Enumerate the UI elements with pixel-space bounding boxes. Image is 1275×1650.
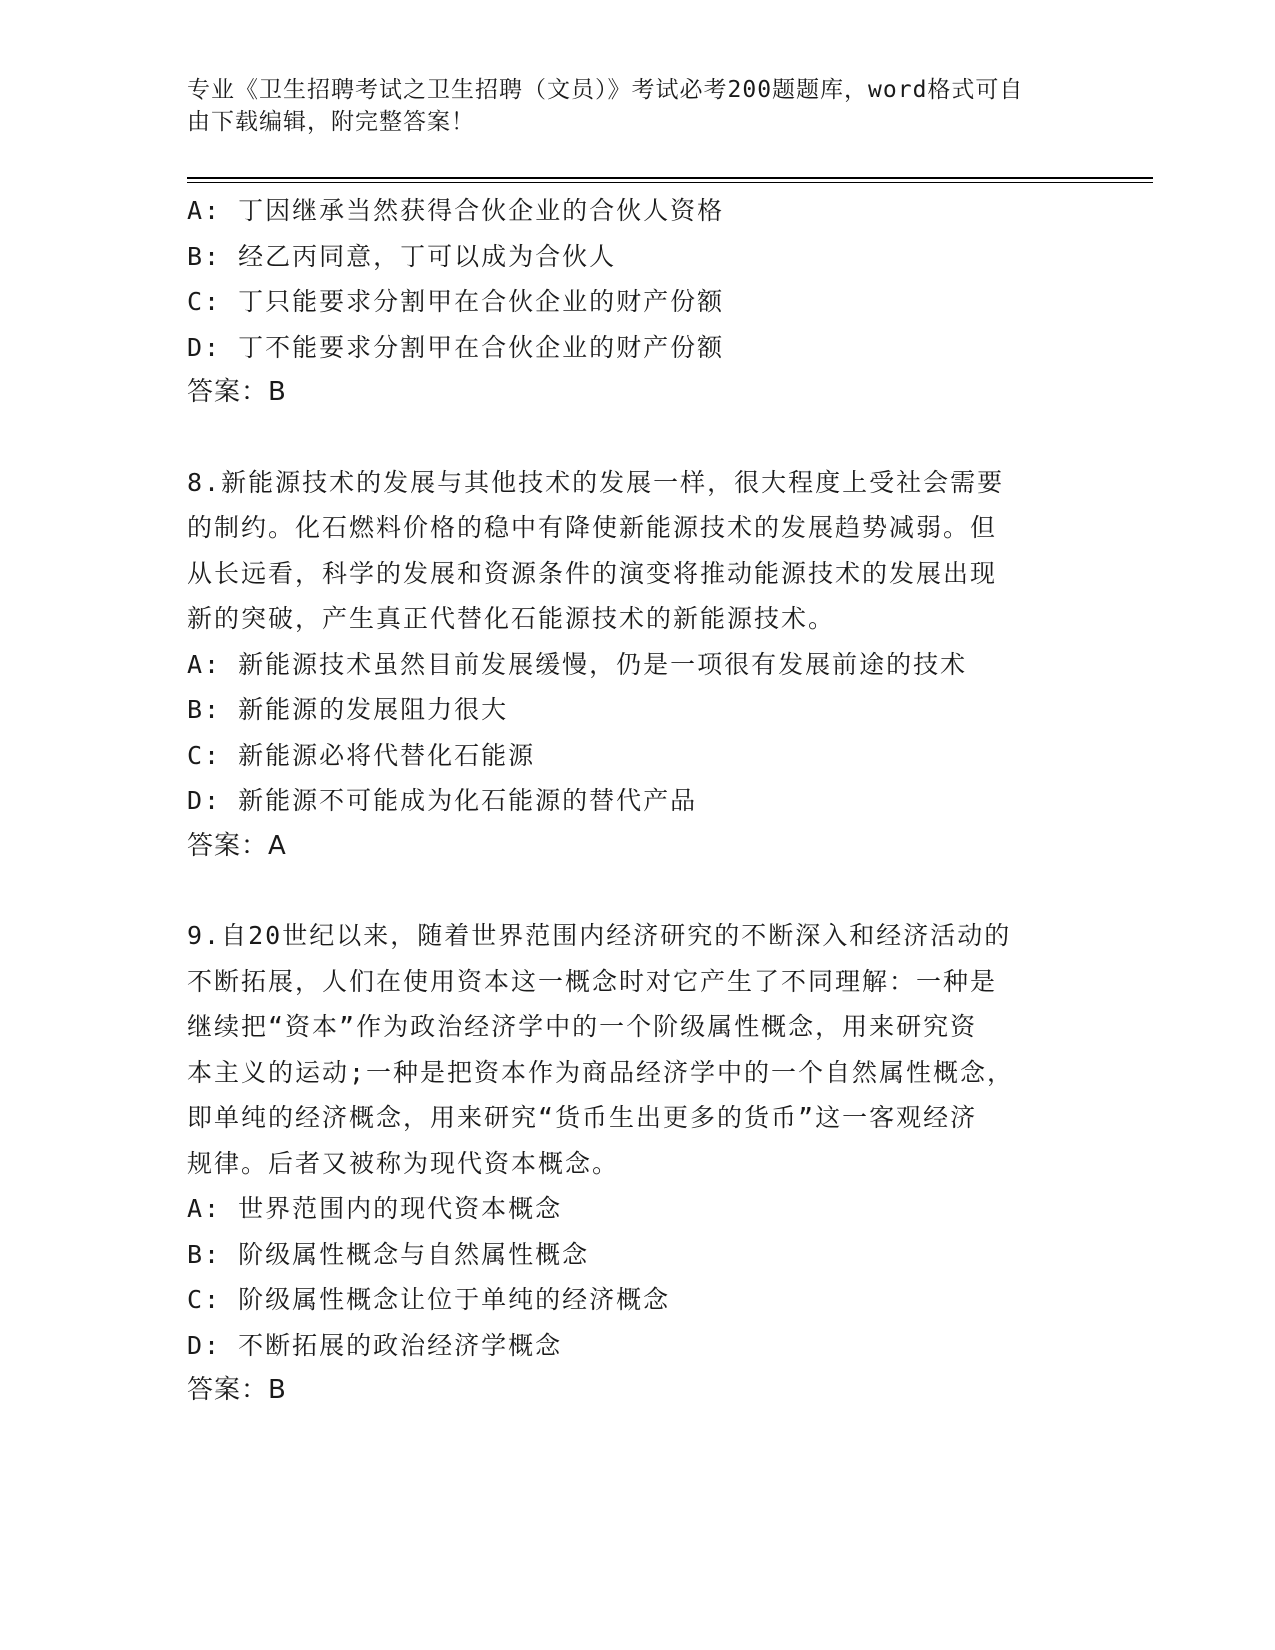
question-8	[187, 460, 1067, 870]
spacer	[187, 416, 1067, 460]
option-c: C: 新能源必将代替化石能源	[187, 740, 536, 770]
header-divider-thick	[187, 177, 1153, 179]
question-stem-line: 8.新能源技术的发展与其他技术的发展一样，很大程度上受社会需要	[187, 467, 1005, 497]
question-7	[187, 188, 1067, 416]
question-stem-line: 新的突破，产生真正代替化石能源技术的新能源技术。	[187, 604, 836, 633]
option-a: A: 新能源技术虽然目前发展缓慢，仍是一项很有发展前途的技术	[187, 649, 968, 679]
spacer	[187, 869, 1067, 913]
document-title-line-2: 由下载编辑，附完整答案！	[187, 109, 475, 135]
option-b: B: 新能源的发展阻力很大	[187, 695, 509, 724]
question-stem-line: 9.自20世纪以来，随着世界范围内经济研究的不断深入和经济活动的	[187, 921, 1012, 950]
question-stem-line: 从长远看，科学的发展和资源条件的演变将推动能源技术的发展出现	[187, 558, 998, 588]
question-stem-line: 继续把“资本”作为政治经济学中的一个阶级属性概念，用来研究资	[187, 1012, 978, 1041]
question-stem-line: 不断拓展，人们在使用资本这一概念时对它产生了不同理解：一种是	[187, 966, 998, 996]
answer-line: 答案：B	[187, 1375, 287, 1405]
answer-line: 答案：A	[187, 830, 287, 861]
option-d: D: 不断拓展的政治经济学概念	[187, 1330, 563, 1360]
question-stem-line: 即单纯的经济概念，用来研究“货币生出更多的货币”这一客观经济	[187, 1103, 978, 1132]
option-c: C: 丁只能要求分割甲在合伙企业的财产份额	[187, 287, 725, 316]
option-d: D: 新能源不可能成为化石能源的替代产品	[187, 786, 698, 815]
option-c: C: 阶级属性概念让位于单纯的经济概念	[187, 1285, 671, 1314]
question-9	[187, 913, 1067, 1414]
answer-line: 答案：B	[187, 377, 287, 407]
document-header	[187, 74, 1067, 138]
option-a: A: 世界范围内的现代资本概念	[187, 1194, 563, 1223]
question-stem-line: 的制约。化石燃料价格的稳中有降使新能源技术的发展趋势减弱。但	[187, 513, 998, 542]
option-b: B: 阶级属性概念与自然属性概念	[187, 1239, 590, 1269]
document-body	[187, 188, 1067, 1414]
header-divider-thin	[187, 182, 1153, 183]
option-b: B: 经乙丙同意，丁可以成为合伙人	[187, 241, 617, 271]
option-d: D: 丁不能要求分割甲在合伙企业的财产份额	[187, 332, 725, 362]
option-a: A: 丁因继承当然获得合伙企业的合伙人资格	[187, 196, 725, 225]
question-stem-line: 本主义的运动;一种是把资本作为商品经济学中的一个自然属性概念，	[187, 1057, 1015, 1087]
document-title-line-1: 专业《卫生招聘考试之卫生招聘（文员）》考试必考200题题库，word格式可自	[187, 77, 1024, 103]
question-stem-line: 规律。后者又被称为现代资本概念。	[187, 1148, 620, 1178]
